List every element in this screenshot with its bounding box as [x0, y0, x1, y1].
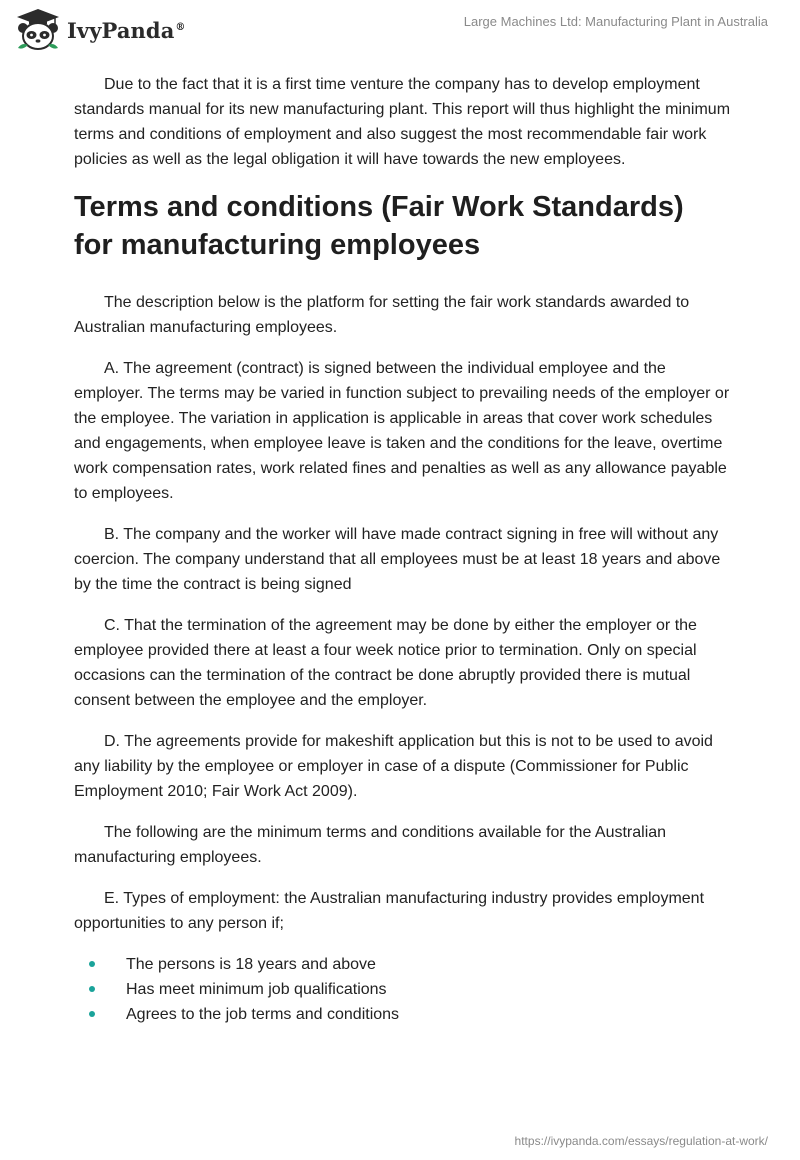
paragraph-a: A. The agreement (contract) is signed between the individual employee and the employer. The terms may be varied in function subject to prevailing needs of the employer or the employee. The variation in application is applicable in areas that cover work schedules and engagements, when employee leave is taken and the conditions for the leave, overtime work compensation rates, work related fines and penalties as well as any allowance payable to employees. [74, 360, 730, 502]
panda-graduate-icon [14, 8, 62, 52]
paragraph-d: D. The agreements provide for makeshift application but this is not to be used to avoid any liability by the employee or employer in case of a dispute (Commissioner for Public Employment 2010; Fair Work Act 2009). [74, 733, 713, 800]
bullet-dot-icon [89, 986, 95, 992]
page-header [0, 0, 800, 64]
paragraph-b: B. The company and the worker will have made contract signing in free will without any coercion. The company understand that all employees must be at least 18 years and above by the time the contract is being signed [74, 526, 721, 593]
paragraph-description: The description below is the platform for setting the fair work standards awarded to Australian manufacturing employees. [74, 294, 690, 336]
list-item: The persons is 18 years and above [74, 952, 730, 977]
intro-paragraph: Due to the fact that it is a first time venture the company has to develop employment standards manual for its new manufacturing plant. This report will thus highlight the minimum terms and conditions of employment and also suggest the most recommendable fair work policies as well as the legal obligation it will have towards the new employees. [74, 76, 731, 168]
paragraph-minimum-terms: The following are the minimum terms and conditions available for the Australian manufacturing employees. [74, 824, 667, 866]
bullet-dot-icon [89, 1011, 95, 1017]
bullet-dot-icon [89, 961, 95, 967]
article-body [74, 72, 730, 1027]
logo-text: IvyPanda® [67, 17, 186, 43]
source-url[interactable]: https://ivypanda.com/essays/regulation-at-work/ [514, 1134, 768, 1148]
paragraph-e: E. Types of employment: the Australian manufacturing industry provides employment opportunities to any person if; [74, 890, 705, 932]
paragraph-c: C. That the termination of the agreement may be done by either the employer or the employee provided there at least a four week notice prior to termination. Only on special occasions can the termination of the contract be done abruptly provided there is mutual consent between the employee and the employer. [74, 617, 697, 709]
section-heading: Terms and conditions (Fair Work Standards) for manufacturing employees [74, 191, 684, 261]
ivypanda-logo[interactable] [14, 8, 186, 52]
list-item: Has meet minimum job qualifications [74, 977, 730, 1002]
bullet-list [74, 952, 730, 1027]
document-title: Large Machines Ltd: Manufacturing Plant in Australia [463, 14, 768, 29]
list-item: Agrees to the job terms and conditions [74, 1002, 730, 1027]
